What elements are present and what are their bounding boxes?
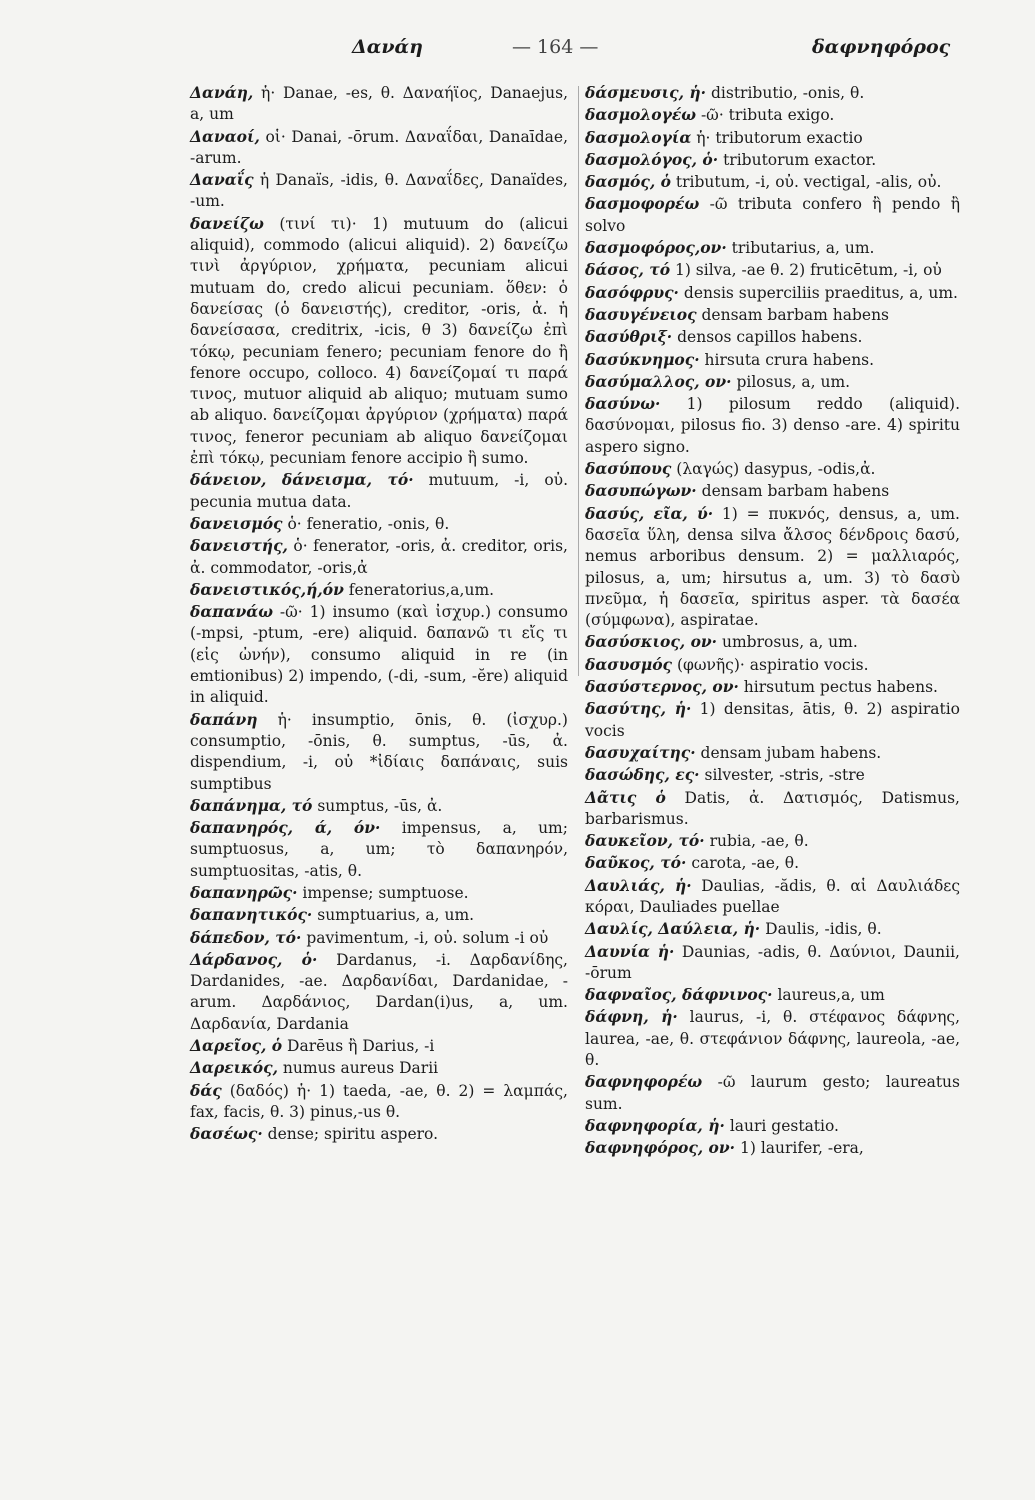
dictionary-entry (585, 371, 960, 393)
entry-definition: Daunias, -adis, θ. Δαύνιοι, Daunii, -ōrum (585, 942, 960, 982)
dictionary-entry (190, 904, 568, 926)
dictionary-entry (190, 795, 568, 817)
dictionary-entry (585, 282, 960, 304)
entry-headword: Δαυνία ἡ· (585, 941, 675, 961)
entry-definition: lauri gestatio. (729, 1116, 839, 1135)
entry-definition: silvester, -stris, -stre (704, 766, 865, 785)
entry-headword: δασυπώγων· (585, 481, 697, 501)
entry-headword: δασύμαλλος, ον· (585, 371, 732, 391)
entry-definition: -ῶ· tributa exigo. (700, 106, 835, 125)
right-guide-word: δαφνηφόρος (812, 36, 951, 58)
entry-headword: δασμός, ὁ (585, 172, 671, 192)
entry-headword: δαπάνημα, τό (190, 795, 313, 815)
entry-headword: δασμοφορέω (585, 194, 700, 214)
entry-definition: Datis, ἀ. Δατισμός, Datismus, barbarismus. (585, 788, 960, 828)
dictionary-entry (190, 126, 568, 170)
entry-headword: δαπανηρῶς· (190, 882, 298, 902)
entry-definition: sumptuarius, a, um. (317, 906, 475, 925)
dictionary-entry (585, 787, 960, 831)
entry-definition: Daulias, -ădis, θ. αἱ Δαυλιάδες κόραι, Dauliades puellae (585, 876, 960, 916)
entry-headword: δαφνηφορία, ἡ· (585, 1115, 725, 1135)
dictionary-entry (190, 469, 568, 513)
entry-definition: ὁ· fenerator, -oris, ἀ. creditor, oris, ἀ. commodator, -oris,ἀ (190, 537, 568, 577)
entry-definition: sumptus, -ūs, ἀ. (317, 796, 443, 815)
entry-definition: densis superciliis praeditus, a, um. (683, 283, 958, 302)
entry-headword: δασύπους (585, 459, 672, 479)
entry-definition: οἱ· Danai, -ōrum. Δαναΐδαι, Danaīdae, -arum. (190, 127, 568, 167)
dictionary-entry (190, 927, 568, 949)
entry-definition: tributorum exactor. (723, 150, 877, 169)
entry-headword: δανεισμός (190, 513, 283, 533)
entry-definition: (δαδός) ἡ· 1) taeda, -ae, θ. 2) = λαμπάς, fax, facis, θ. 3) pinus,-us θ. (190, 1081, 568, 1121)
dictionary-entry (585, 984, 960, 1006)
entry-definition: densam barbam habens (701, 482, 890, 501)
entry-headword: δάφνη, ἡ· (585, 1007, 678, 1027)
dictionary-entry (190, 882, 568, 904)
dictionary-entry (585, 676, 960, 698)
dictionary-entry (585, 458, 960, 480)
entry-definition: hirsutum pectus habens. (743, 678, 938, 697)
entry-headword: Δᾶτις ὁ (585, 787, 666, 807)
dictionary-entry (585, 259, 960, 281)
dictionary-entry (585, 104, 960, 126)
entry-headword: δασμολογία (585, 127, 692, 147)
right-column (585, 82, 960, 1160)
dictionary-entry (585, 631, 960, 653)
entry-headword: δασύστερνος, ον· (585, 677, 739, 697)
entry-headword: δάς (190, 1080, 222, 1100)
dictionary-entry (585, 149, 960, 171)
entry-headword: δαυκεῖον, τό· (585, 831, 705, 851)
entry-headword: δάπεδον, τό· (190, 927, 302, 947)
entry-definition: ἡ· Danae, -es, θ. Δαναήϊος, Danaejus, a, um (190, 84, 568, 124)
entry-definition: laurus, -i, θ. στέφανος δάφνης, laurea, -ae, θ. στεφάνιον δάφνης, laureola, -ae, θ. (585, 1008, 960, 1070)
dictionary-entry (585, 698, 960, 742)
entry-definition: -ῶ tributa confero ἢ pendo ἢ solvo (585, 195, 960, 235)
entry-headword: δασμοφόρος,ον· (585, 238, 727, 258)
entry-definition: Darēus ἢ Darius, -i (287, 1037, 435, 1056)
entry-definition: -ῶ· 1) insumo (καὶ ἰσχυρ.) consumo (-mpsi, -ptum, -ere) aliquid. δαπανῶ τι εἴς τι (εἰς ὠνήν), consumo aliquid in re (in emtionibus) 2) impendo, (-di, -sum, -ĕre) aliquid in aliquid. (190, 603, 568, 707)
entry-definition: 1) = πυκνός, densus, a, um. δασεῖα ὕλη, densa silva ἄλσος δένδροις δασύ, nemus arboribus densum. 2) = μαλλιαρός, pilosus, a, um; hirsutus a, um. 3) τὸ δασὺ πνεῦμα, ἡ δασεῖα, spiritus asper. τὰ δασέα (σύμφωνα), aspiratae. (585, 504, 960, 630)
entry-headword: δάσμευσις, ἡ· (585, 83, 707, 102)
entry-headword: Δάρδανος, ὁ· (190, 949, 318, 969)
dictionary-entry (190, 1035, 568, 1057)
dictionary-entry (585, 304, 960, 326)
entry-headword: δασμολόγος, ὁ· (585, 149, 719, 169)
entry-definition: distributio, -onis, θ. (710, 84, 865, 102)
entry-headword: δαπάνη (190, 709, 258, 729)
entry-headword: δασύσκιος, ον· (585, 632, 718, 652)
dictionary-entry (585, 941, 960, 985)
dictionary-entry (585, 237, 960, 259)
dictionary-entry (190, 1080, 568, 1124)
entry-headword: δαφναῖος, δάφνινος· (585, 985, 773, 1005)
entry-definition: umbrosus, a, um. (722, 633, 858, 652)
entry-headword: Δαναΐς (190, 170, 254, 190)
dictionary-entry (585, 875, 960, 919)
entry-definition: 1) laurifer, -era, (739, 1139, 864, 1158)
dictionary-entry (585, 127, 960, 149)
dictionary-entry (585, 1006, 960, 1071)
entry-headword: δασμολογέω (585, 105, 696, 125)
entry-headword: δασέως· (190, 1124, 263, 1144)
dictionary-entry (190, 213, 568, 470)
entry-headword: δασώδης, ες· (585, 765, 700, 785)
page-number: — 164 — (512, 36, 599, 58)
dictionary-entry (585, 764, 960, 786)
dictionary-entry (585, 326, 960, 348)
entry-headword: δασύνω· (585, 394, 661, 414)
dictionary-entry (585, 193, 960, 237)
dictionary-entry (585, 393, 960, 458)
entry-headword: δαφνηφορέω (585, 1072, 703, 1092)
entry-headword: δασόφρυς· (585, 282, 679, 302)
entry-definition: tributum, -i, οὐ. vectigal, -alis, οὐ. (675, 173, 942, 192)
entry-headword: Δαρεῖος, ὁ (190, 1036, 283, 1056)
entry-headword: δασύτης, ἡ· (585, 699, 692, 719)
entry-definition: 1) silva, -ae θ. 2) fruticētum, -i, οὐ (674, 261, 942, 280)
entry-definition: carota, -ae, θ. (691, 854, 800, 873)
dictionary-entry (585, 654, 960, 676)
entry-headword: δασύθριξ· (585, 327, 673, 347)
entry-definition: laureus,a, um (777, 986, 885, 1005)
entry-definition: 1) pilosum reddo (aliquid). δασύνομαι, pilosus fio. 3) denso -are. 4) spiritu aspero signo. (585, 395, 960, 456)
entry-definition: feneratorius,a,um. (348, 580, 495, 599)
entry-headword: Δαναοί, (190, 126, 260, 146)
entry-definition: impense; sumptuose. (302, 883, 469, 902)
entry-definition: (φωνῆς)· aspiratio vocis. (676, 655, 869, 674)
dictionary-entry (585, 1137, 960, 1159)
entry-definition: rubia, -ae, θ. (709, 832, 809, 851)
entry-headword: δανειστικός,ή,όν (190, 579, 344, 599)
dictionary-entry (585, 82, 960, 104)
column-divider (578, 86, 579, 676)
entry-headword: δάσος, τό (585, 260, 671, 280)
entry-headword: δαπανηρός, ά, όν· (190, 818, 381, 838)
entry-headword: Δανάη, (190, 83, 254, 102)
dictionary-entry (190, 82, 568, 126)
dictionary-entry (190, 1123, 568, 1145)
dictionary-entry (585, 1071, 960, 1115)
entry-headword: δασυχαίτης· (585, 742, 696, 762)
dictionary-entry (585, 830, 960, 852)
entry-definition: numus aureus Darii (282, 1059, 439, 1078)
dictionary-entry (190, 949, 568, 1035)
entry-definition: densam jubam habens. (700, 743, 882, 762)
running-header (0, 36, 1035, 68)
entry-headword: δαῦκος, τό· (585, 853, 687, 873)
entry-definition: ἡ· insumptio, ōnis, θ. (ἰσχυρ.) consumptio, -ōnis, θ. sumptus, -ūs, ἀ. dispendium, -i, οὐ *ἰδίαις δαπάναις, suis sumptibus (190, 710, 568, 793)
entry-definition: impensus, a, um; sumptuosus, a, um; τὸ δαπανηρόν, sumptuositas, -atis, θ. (190, 819, 568, 880)
left-guide-word: Δανάη (352, 36, 423, 58)
entry-definition: (λαγώς) dasypus, -odis,ἀ. (676, 460, 876, 479)
dictionary-entry (585, 503, 960, 632)
entry-definition: mutuum, -i, οὐ. pecunia mutua data. (190, 471, 568, 511)
entry-definition: hirsuta crura habens. (704, 350, 875, 369)
dictionary-entry (585, 171, 960, 193)
dictionary-entry (585, 480, 960, 502)
entry-definition: Daulis, -idis, θ. (765, 920, 882, 939)
entry-headword: δασυγένειος (585, 304, 697, 324)
entry-headword: δαπανάω (190, 602, 273, 622)
entry-headword: δασύκνημος· (585, 349, 700, 369)
dictionary-entry (190, 513, 568, 535)
dictionary-entry (190, 817, 568, 882)
entry-headword: δαφνηφόρος, ον· (585, 1138, 736, 1158)
dictionary-entry (190, 1057, 568, 1079)
entry-definition: pavimentum, -i, οὐ. solum -i οὐ (306, 928, 549, 947)
dictionary-entry (585, 918, 960, 940)
entry-headword: Δαυλίς, Δαύλεια, ἡ· (585, 919, 761, 939)
entry-definition: densos capillos habens. (677, 328, 863, 347)
entry-definition: (τινί τι)· 1) mutuum do (alicui aliquid), commodo (alicui aliquid). 2) δανείζω τινὶ ἀργύριον, χρήματα, pecuniam alicui mutuam do, credo alicui pecuniam. ὅθεν: ὁ δανείσας (ὁ δανειστής), creditor, -oris, ἀ. ἡ δανείσασα, creditrix, -icis, θ 3) δανείζω ἐπὶ τόκῳ, pecuniam fenero; pecuniam fenore do ἢ fenore occupo, colloco. 4) δανείζομαί τι παρά τινος, mutuor aliquid ab aliquo; mutuam sumo ab aliquo. δανείζομαι ἀργύριον (χρήματα) παρά τινος, feneror pecuniam ab aliquo δανείζομαι ἐπὶ τόκῳ, pecuniam fenore accipio ἢ sumo. (190, 214, 568, 468)
entry-headword: δανειστής, (190, 536, 288, 556)
dictionary-entry (190, 601, 568, 708)
entry-definition: pilosus, a, um. (736, 372, 851, 391)
entry-definition: tributarius, a, um. (731, 239, 875, 258)
entry-headword: Δαυλιάς, ἡ· (585, 875, 692, 895)
dictionary-entry (585, 742, 960, 764)
entry-definition: -ῶ laurum gesto; laureatus sum. (585, 1073, 960, 1113)
dictionary-entry (190, 579, 568, 601)
entry-definition: ἡ Danaïs, -idis, θ. Δαναΐδες, Danaïdes, -um. (190, 171, 568, 211)
dictionary-entry (585, 852, 960, 874)
entry-headword: δασυσμός (585, 654, 672, 674)
entry-definition: 1) densitas, ātis, θ. 2) aspiratio vocis (585, 700, 960, 740)
entry-headword: δάνειον, δάνεισμα, τό· (190, 470, 414, 490)
entry-definition: Dardanus, -i. Δαρδανίδης, Dardanides, -ae. Δαρδανίδαι, Dardanidae, -arum. Δαρδάνιος, Dardan(i)us, a, um. Δαρδανία, Dardania (190, 950, 568, 1033)
entry-definition: ὁ· feneratio, -onis, θ. (287, 514, 450, 533)
dictionary-entry (190, 709, 568, 795)
dictionary-entry (585, 1115, 960, 1137)
entry-headword: δαπανητικός· (190, 905, 313, 925)
dictionary-entry (190, 169, 568, 213)
entry-definition: densam barbam habens (701, 305, 890, 324)
entry-definition: ἡ· tributorum exactio (696, 128, 863, 147)
entry-headword: Δαρεικός, (190, 1058, 278, 1078)
dictionary-entry (190, 535, 568, 579)
entry-definition: dense; spiritu aspero. (267, 1125, 439, 1144)
dictionary-entry (585, 349, 960, 371)
entry-headword: δανείζω (190, 213, 264, 233)
entry-headword: δασύς, εῖα, ύ· (585, 503, 714, 523)
left-column (190, 82, 568, 1146)
